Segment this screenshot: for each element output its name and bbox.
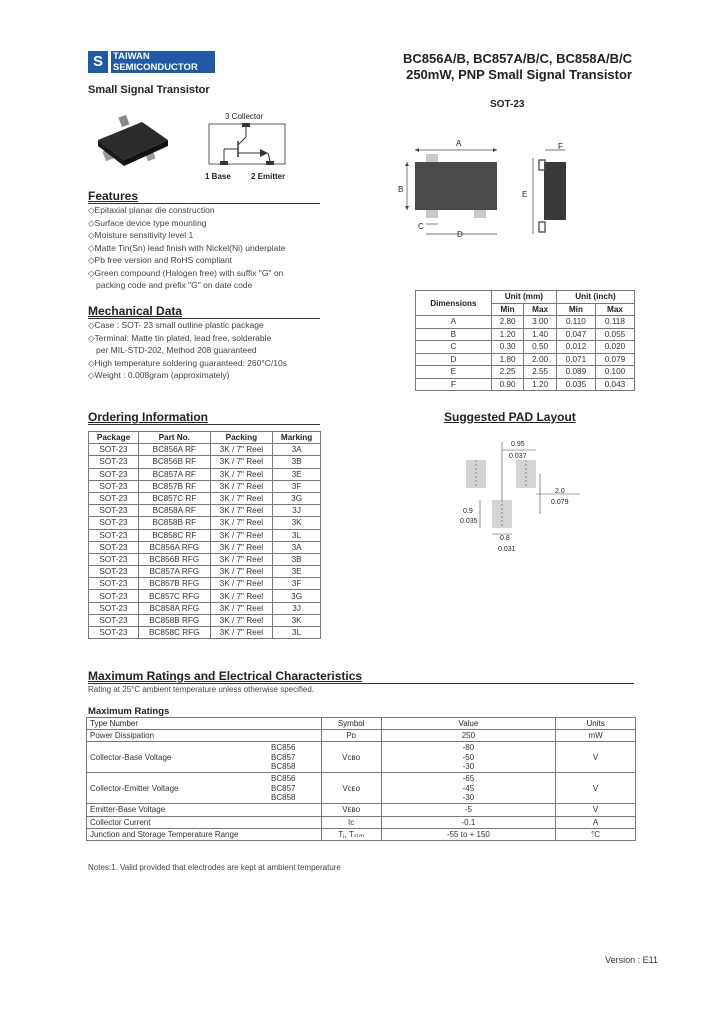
package-header: Package (89, 432, 139, 444)
table-row (89, 444, 321, 456)
cell: 3K / 7" Reel (210, 553, 273, 565)
cell: 3K / 7" Reel (210, 456, 273, 468)
feature-item: ◇Surface device type mounting (88, 217, 207, 228)
param-value: -65 -45 -30 (381, 773, 556, 804)
cell: BC857B RFG (139, 578, 211, 590)
table-row (89, 468, 321, 480)
param-name: Collector-Base Voltage BC856 BC857 BC858 (87, 742, 322, 773)
package-photo (94, 112, 174, 172)
symbol-header: Symbol (321, 718, 381, 730)
cell: BC858C RFG (139, 627, 211, 639)
table-row (89, 566, 321, 578)
cell: 1.40 (524, 328, 557, 341)
param-value: -80 -50 -30 (381, 742, 556, 773)
cell: 3K / 7" Reel (210, 602, 273, 614)
cell: 3L (273, 627, 321, 639)
param-unit: A (556, 816, 636, 828)
dim-c-label: C (418, 222, 424, 231)
unit-mm-header: Unit (mm) (491, 291, 556, 304)
company-logo-text (111, 51, 215, 73)
feature-item: ◇Green compound (Halogen free) with suffix "G" on (88, 267, 284, 278)
cell: 3K / 7" Reel (210, 541, 273, 553)
param-name: Power Dissipation (87, 730, 322, 742)
pad-dim-3-mm: 0.9 (463, 508, 473, 515)
cell: 1.20 (524, 378, 557, 391)
ordering-table (88, 431, 321, 639)
unit-inch-header: Unit (inch) (556, 291, 634, 304)
pad-dim-4-inch: 0.031 (498, 546, 516, 553)
feature-item: packing code and prefix "G" on date code (96, 280, 253, 290)
pad-dim-4-mm: 0.8 (500, 535, 510, 542)
cell: 3K / 7" Reel (210, 480, 273, 492)
table-row (416, 353, 635, 366)
param-symbol: Vᴄʙᴏ (321, 742, 381, 773)
cell: BC858A RF (139, 505, 211, 517)
cell: 0.047 (556, 328, 595, 341)
cell: 1.80 (491, 353, 524, 366)
cell: SOT-23 (89, 566, 139, 578)
cell: 0.055 (595, 328, 634, 341)
param-symbol: Vᴇʙᴏ (321, 804, 381, 816)
cell: 0.100 (595, 366, 634, 379)
cell: SOT-23 (89, 578, 139, 590)
cell: 0.110 (556, 316, 595, 329)
param-unit: V (556, 742, 636, 773)
cell: 1.20 (491, 328, 524, 341)
mechanical-item: ◇Terminal: Matte tin plated, lead free, solderable (88, 332, 272, 343)
cell: SOT-23 (89, 468, 139, 480)
cell: BC858B RF (139, 517, 211, 529)
cell: SOT-23 (89, 480, 139, 492)
min-header: Min (491, 303, 524, 316)
param-unit: °C (556, 828, 636, 840)
value-header: Value (381, 718, 556, 730)
cell: 3G (273, 590, 321, 602)
dim-a-label: A (456, 139, 462, 148)
table-row (89, 614, 321, 626)
pad-dim-3-inch: 0.035 (460, 518, 478, 525)
cell: BC857C RFG (139, 590, 211, 602)
ratings-divider (88, 683, 634, 684)
cell: 3K / 7" Reel (210, 468, 273, 480)
param-name: Junction and Storage Temperature Range (87, 828, 322, 840)
table-row (87, 773, 636, 804)
cell: 3K / 7" Reel (210, 492, 273, 504)
cell: 3K / 7" Reel (210, 614, 273, 626)
cell: 3G (273, 492, 321, 504)
cell: 0.50 (524, 341, 557, 354)
units-header: Units (556, 718, 636, 730)
cell: BC856B RF (139, 456, 211, 468)
product-category: Small Signal Transistor (88, 84, 210, 96)
cell: BC857A RF (139, 468, 211, 480)
cell: BC857A RFG (139, 566, 211, 578)
param-name: Collector Current (87, 816, 322, 828)
cell: 3A (273, 444, 321, 456)
cell: BC856A RFG (139, 541, 211, 553)
feature-item: ◇Matte Tin(Sn) lead finish with Nickel(Ni) underplate (88, 242, 286, 253)
param-symbol: Vᴄᴇᴏ (321, 773, 381, 804)
table-row (416, 316, 635, 329)
dimensions-header: Dimensions (416, 291, 492, 316)
cell: BC856B RFG (139, 553, 211, 565)
collector-label: 3 Collector (225, 112, 264, 121)
cell: SOT-23 (89, 444, 139, 456)
table-row (89, 590, 321, 602)
ordering-divider (88, 424, 320, 425)
cell: E (416, 366, 492, 379)
ordering-rows (89, 444, 321, 639)
param-symbol: Pᴅ (321, 730, 381, 742)
max-ratings-subtitle: Maximum Ratings (88, 706, 170, 717)
dim-f-label: F (558, 142, 563, 151)
cell: BC857C RF (139, 492, 211, 504)
marking-header: Marking (273, 432, 321, 444)
logo-line-2: SEMICONDUCTOR (113, 62, 198, 73)
document-subtitle: 250mW, PNP Small Signal Transistor (406, 67, 632, 82)
table-row (89, 553, 321, 565)
cell: 3B (273, 553, 321, 565)
feature-item: ◇Moisture sensitivity level 1 (88, 230, 194, 240)
mechanical-list (88, 319, 287, 382)
notes: Notes:1. Valid provided that electrodes are kept at ambient temperature (88, 863, 341, 872)
cell: BC857B RF (139, 480, 211, 492)
cell: 3B (273, 456, 321, 468)
min-header: Min (556, 303, 595, 316)
logo-line-1: TAIWAN (113, 51, 150, 62)
param-value: 250 (381, 730, 556, 742)
cell: 3F (273, 578, 321, 590)
cell: 3K / 7" Reel (210, 444, 273, 456)
package-label: SOT-23 (490, 99, 525, 110)
cell: SOT-23 (89, 541, 139, 553)
cell: SOT-23 (89, 517, 139, 529)
cell: SOT-23 (89, 614, 139, 626)
mechanical-item: per MIL-STD-202, Method 208 guaranteed (96, 345, 257, 355)
dim-e-label: E (522, 190, 528, 199)
cell: BC858A RFG (139, 602, 211, 614)
cell: 0.089 (556, 366, 595, 379)
cell: D (416, 353, 492, 366)
cell: 0.079 (595, 353, 634, 366)
mechanical-title: Mechanical Data (88, 304, 183, 318)
ratings-title: Maximum Ratings and Electrical Characteristics (88, 669, 363, 683)
cell: 0.118 (595, 316, 634, 329)
ratings-temperature-note: Rating at 25°C ambient temperature unless otherwise specified. (88, 685, 314, 694)
cell: 0.043 (595, 378, 634, 391)
cell: 3A (273, 541, 321, 553)
param-symbol: Tⱼ, Tₛₜₘ (321, 828, 381, 840)
document-title: BC856A/B, BC857A/B/C, BC858A/B/C (402, 51, 632, 66)
param-unit: mW (556, 730, 636, 742)
cell: SOT-23 (89, 553, 139, 565)
mechanical-item: ◇Case : SOT- 23 small outline plastic package (88, 320, 264, 330)
param-unit: V (556, 773, 636, 804)
table-row (416, 341, 635, 354)
param-value: -55 to + 150 (381, 828, 556, 840)
cell: 3K / 7" Reel (210, 627, 273, 639)
package-outline-drawing (393, 138, 583, 248)
cell: SOT-23 (89, 505, 139, 517)
cell: 3K / 7" Reel (210, 578, 273, 590)
table-row (87, 828, 636, 840)
pad-layout-title: Suggested PAD Layout (444, 410, 576, 424)
table-row (416, 378, 635, 391)
table-row (87, 804, 636, 816)
mechanical-item: ◇Weight : 0.008gram (approximately) (88, 370, 230, 380)
cell: 0.071 (556, 353, 595, 366)
cell: F (416, 378, 492, 391)
cell: 0.012 (556, 341, 595, 354)
part-variants: BC856 BC857 BC858 (271, 743, 296, 772)
table-row (87, 730, 636, 742)
cell: 3J (273, 505, 321, 517)
ordering-title: Ordering Information (88, 410, 208, 424)
dim-d-label: D (457, 230, 463, 239)
cell: 0.30 (491, 341, 524, 354)
table-row (89, 578, 321, 590)
features-list (88, 204, 285, 292)
table-row (89, 517, 321, 529)
cell: 2.25 (491, 366, 524, 379)
table-row (89, 505, 321, 517)
cell: BC858C RF (139, 529, 211, 541)
table-row (89, 541, 321, 553)
cell: 2.00 (524, 353, 557, 366)
cell: 3.00 (524, 316, 557, 329)
feature-item: ◇Epitaxial planar die construction (88, 205, 215, 215)
cell: 0.020 (595, 341, 634, 354)
table-row (89, 456, 321, 468)
pad-dim-1-inch: 0.037 (509, 453, 527, 460)
param-symbol: Iᴄ (321, 816, 381, 828)
cell: SOT-23 (89, 627, 139, 639)
param-value: -5 (381, 804, 556, 816)
table-row (89, 529, 321, 541)
cell: 3K (273, 614, 321, 626)
cell: 3K / 7" Reel (210, 529, 273, 541)
cell: 3K / 7" Reel (210, 590, 273, 602)
part-variants: BC856 BC857 BC858 (271, 774, 296, 803)
feature-item: ◇Pb free version and RoHS compliant (88, 255, 233, 265)
cell: C (416, 341, 492, 354)
cell: BC856A RF (139, 444, 211, 456)
cell: 3K / 7" Reel (210, 505, 273, 517)
emitter-label: 2 Emitter (251, 172, 286, 181)
table-row (89, 480, 321, 492)
dimensions-table (415, 290, 635, 391)
part-no-header: Part No. (139, 432, 211, 444)
cell: 3K / 7" Reel (210, 566, 273, 578)
param-name: Emitter-Base Voltage (87, 804, 322, 816)
pad-dim-2-mm: 2.0 (555, 488, 565, 495)
cell: SOT-23 (89, 456, 139, 468)
company-logo-mark: S (88, 51, 108, 73)
max-header: Max (595, 303, 634, 316)
table-row (87, 816, 636, 828)
param-unit: V (556, 804, 636, 816)
table-row (416, 366, 635, 379)
features-title: Features (88, 189, 139, 203)
table-row (416, 328, 635, 341)
version-label: Version : E11 (605, 955, 658, 965)
pad-dim-2-inch: 0.079 (551, 499, 569, 506)
cell: 3E (273, 468, 321, 480)
cell: SOT-23 (89, 492, 139, 504)
table-row (87, 742, 636, 773)
cell: 3L (273, 529, 321, 541)
dim-b-label: B (398, 185, 404, 194)
cell: 0.035 (556, 378, 595, 391)
cell: B (416, 328, 492, 341)
cell: 2.55 (524, 366, 557, 379)
transistor-symbol (208, 123, 288, 167)
max-ratings-table (86, 717, 636, 841)
cell: SOT-23 (89, 590, 139, 602)
param-name: Collector-Emitter Voltage BC856 BC857 BC858 (87, 773, 322, 804)
cell: 3K (273, 517, 321, 529)
cell: 0.90 (491, 378, 524, 391)
table-row (89, 602, 321, 614)
cell: 2.80 (491, 316, 524, 329)
cell: 3J (273, 602, 321, 614)
cell: 3E (273, 566, 321, 578)
mechanical-item: ◇High temperature soldering guaranteed: 260°C/10s (88, 357, 287, 368)
cell: 3K / 7" Reel (210, 517, 273, 529)
pad-dim-1-mm: 0.95 (511, 441, 525, 448)
cell: SOT-23 (89, 602, 139, 614)
param-value: -0.1 (381, 816, 556, 828)
cell: BC858B RFG (139, 614, 211, 626)
table-row (89, 492, 321, 504)
cell: SOT-23 (89, 529, 139, 541)
packing-header: Packing (210, 432, 273, 444)
table-row (89, 627, 321, 639)
cell: 3F (273, 480, 321, 492)
type-number-header: Type Number (87, 718, 322, 730)
max-header: Max (524, 303, 557, 316)
base-label: 1 Base (205, 172, 231, 181)
cell: A (416, 316, 492, 329)
